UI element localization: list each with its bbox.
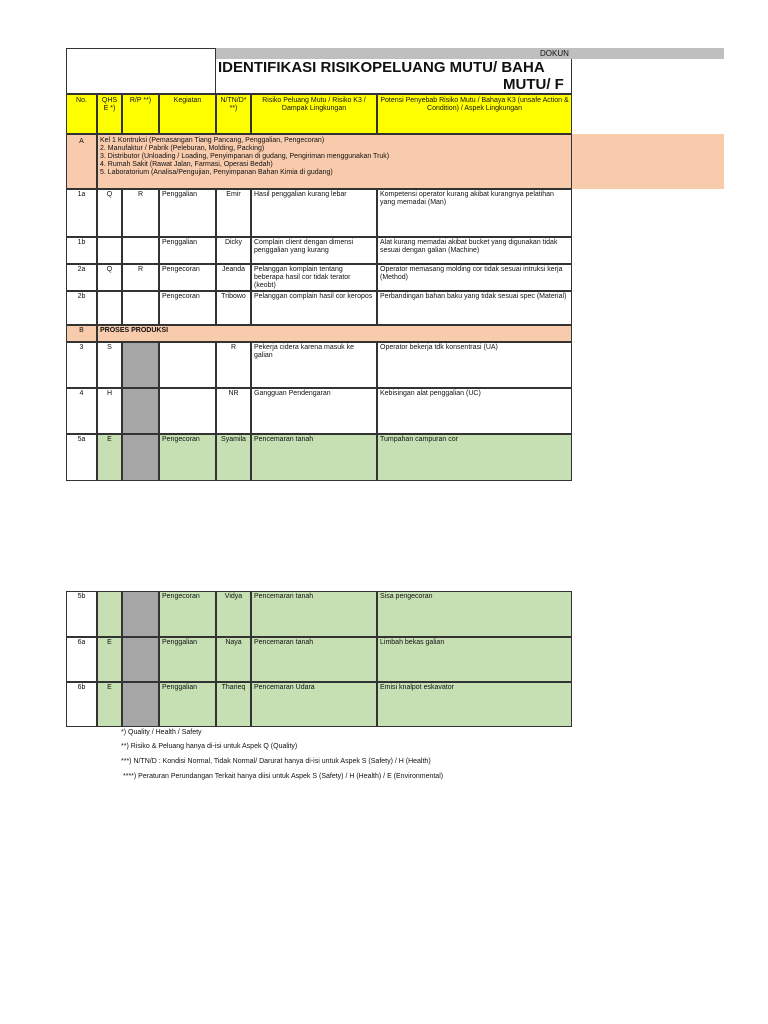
table-row-kegiatan: Penggalian [159,637,216,682]
table-row-ntnd: NR [216,388,251,434]
doc-label: DOKUN [540,49,569,58]
col-header-ntnd: N/TN/D* **) [216,94,251,134]
table-row-kegiatan: Pengecoran [159,591,216,637]
section-a-description [97,134,572,189]
table-row-potensi: Limbah bekas galian [377,637,572,682]
table-row-risiko: Gangguan Pendengaran [251,388,377,434]
table-row-no: 3 [66,342,97,388]
table-row-qhse: H [97,388,122,434]
section-a-no: A [66,134,97,189]
table-row-kegiatan: Penggalian [159,237,216,264]
footnote: **) Risiko & Peluang hanya di-isi untuk Aspek Q (Quality) [121,743,298,750]
table-row-kegiatan: Penggalian [159,189,216,237]
table-row-rp [122,637,159,682]
table-row-kegiatan: Pengecoran [159,434,216,481]
table-row-rp: R [122,264,159,291]
table-row-risiko: Pencemaran tanah [251,434,377,481]
table-row-potensi: Operator memasang molding cor tidak sesuai intruksi kerja (Method) [377,264,572,291]
col-header-kegiatan: Kegiatan [159,94,216,134]
table-row-qhse: Q [97,264,122,291]
table-row-rp [122,434,159,481]
table-row-qhse [97,591,122,637]
table-row-kegiatan: Penggalian [159,682,216,727]
section-a-line: 4. Rumah Sakit (Rawat Jalan, Farmasi, Operasi Bedah) [100,161,273,168]
table-row-potensi: Tumpahan campuran cor [377,434,572,481]
section-a-line: 5. Laboratorium (Analisa/Pengujian, Penyimpanan Bahan Kimia di gudang) [100,169,333,176]
col-header-rp: R/P **) [122,94,159,134]
table-row-potensi: Perbandingan bahan baku yang tidak sesuai spec (Material) [377,291,572,325]
table-row-risiko: Pelanggan complain hasil cor keropos [251,291,377,325]
section-a-line: 2. Manufaktur / Pabrik (Peleburan, Molding, Packing) [100,145,265,152]
document-title-line2: MUTU/ F [503,76,564,93]
section-b-no: B [66,325,97,342]
table-row-risiko: Pekerja cidera karena masuk ke galian [251,342,377,388]
table-row-rp [122,388,159,434]
table-row-kegiatan [159,388,216,434]
table-row-no: 2b [66,291,97,325]
table-row-potensi: Kompetensi operator kurang akibat kurangnya pelatihan yang memadai (Man) [377,189,572,237]
table-row-qhse: E [97,682,122,727]
logo-box [66,48,216,94]
table-row-kegiatan: Pengecoran [159,291,216,325]
table-row-no: 6b [66,682,97,727]
table-row-rp [122,291,159,325]
col-header-risiko: Risiko Peluang Mutu / Risiko K3 / Dampak Lingkungan [251,94,377,134]
footnote: *) Quality / Health / Safety [121,729,202,736]
table-row-no: 4 [66,388,97,434]
doc-label-bar [216,48,724,59]
section-a-overflow [572,134,724,189]
table-row-risiko: Pencemaran tanah [251,591,377,637]
table-row-qhse: Q [97,189,122,237]
table-row-ntnd: Jeanda [216,264,251,291]
table-row-qhse: E [97,637,122,682]
col-header-potensi: Potensi Penyebab Risiko Mutu / Bahaya K3 (unsafe Action & Condition) / Aspek Lingkungan [377,94,572,134]
table-row-potensi: Sisa pengecoran [377,591,572,637]
table-row-qhse: E [97,434,122,481]
table-row-rp [122,682,159,727]
section-a-line: 3. Distributor (Unloading / Loading, Penyimpanan di gudang, Pengiriman menggunakan Truk) [100,153,390,160]
table-row-no: 2a [66,264,97,291]
table-row-qhse [97,291,122,325]
table-row-ntnd: Dicky [216,237,251,264]
table-row-potensi: Kebisingan alat penggalian (UC) [377,388,572,434]
table-row-ntnd: Vidya [216,591,251,637]
section-b-label: PROSES PRODUKSI [97,325,572,342]
table-row-no: 6a [66,637,97,682]
table-row-rp: R [122,189,159,237]
table-row-rp [122,591,159,637]
table-row-ntnd: Naya [216,637,251,682]
table-row-ntnd: Syamila [216,434,251,481]
table-row-ntnd: Emir [216,189,251,237]
table-row-ntnd: R [216,342,251,388]
table-row-rp [122,237,159,264]
table-row-ntnd: Tharieq [216,682,251,727]
table-row-potensi: Emisi knalpot eskavator [377,682,572,727]
table-row-risiko: Hasil penggalian kurang lebar [251,189,377,237]
table-row-kegiatan: Pengecoran [159,264,216,291]
table-row-qhse: S [97,342,122,388]
table-row-no: 5b [66,591,97,637]
footnote: ***) N/TN/D : Kondisi Normal, Tidak Normal/ Darurat hanya di-isi untuk Aspek S (Safety) / H (Health) [121,758,431,765]
table-row-risiko: Pencemaran tanah [251,637,377,682]
table-row-potensi: Operator bekerja tdk konsentrasi (UA) [377,342,572,388]
footnote: ****) Peraturan Perundangan Terkait hanya diisi untuk Aspek S (Safety) / H (Health) / E (Environmental) [123,773,444,780]
col-header-no: No. [66,94,97,134]
table-row-potensi: Alat kurang memadai akibat bucket yang digunakan tidak sesuai dengan galian (Machine) [377,237,572,264]
table-row-no: 1b [66,237,97,264]
table-row-qhse [97,237,122,264]
document-title-line1: IDENTIFIKASI RISIKOPELUANG MUTU/ BAHA [218,59,545,76]
table-row-risiko: Pelanggan komplain tentang beberapa hasil cor tidak terator (keobt) [251,264,377,291]
table-row-risiko: Pencemaran Udara [251,682,377,727]
table-row-no: 1a [66,189,97,237]
table-row-no: 5a [66,434,97,481]
table-row-kegiatan [159,342,216,388]
col-header-qhse: QHS E *) [97,94,122,134]
table-row-ntnd: Tribowo [216,291,251,325]
table-row-rp [122,342,159,388]
section-a-line: Kel 1 Kontruksi (Pemasangan Tiang Pancang, Penggalian, Pengecoran) [100,137,325,144]
table-row-risiko: Complain client dengan dimensi penggalian yang kurang [251,237,377,264]
